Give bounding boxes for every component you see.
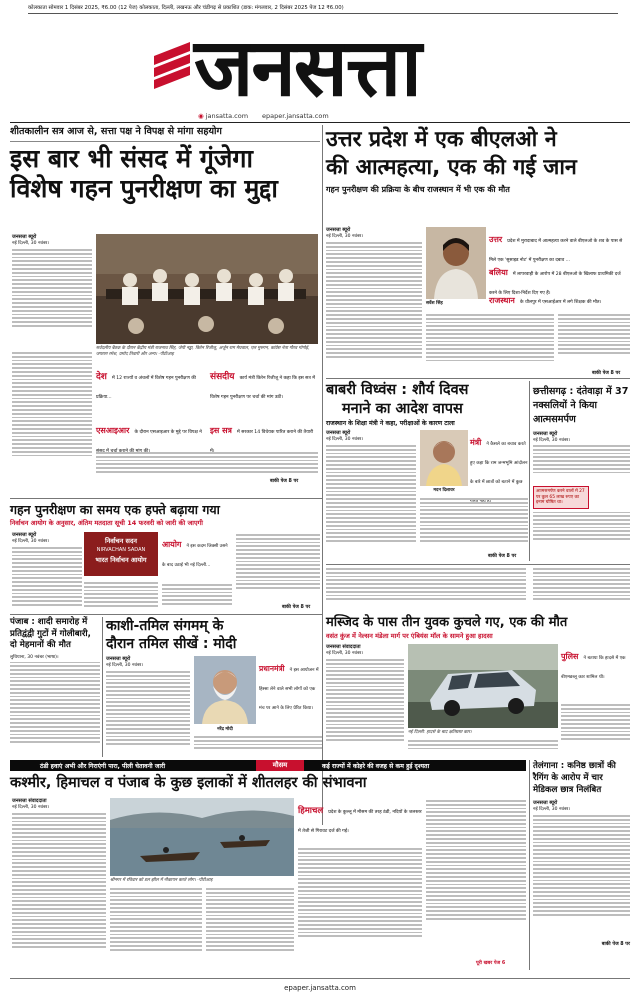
right-byline-block [326,227,422,384]
blo-portrait-photo [426,227,486,299]
issatra-label: इस सत्र [210,426,232,435]
globe-icon: ◉ [198,112,204,120]
masjid-body-col1 [326,659,404,761]
telangana-body [533,815,630,941]
desh-label: देश [96,372,107,382]
lead-body-continued [12,350,92,478]
ayog-text: ने इस कदम जिक्सी उसने के बाद उठाई भी नई दिल्ली... [162,544,228,568]
desh-block [96,364,206,414]
pm-text: ने इस आयोजन में हिस्सा लेने वाले सभी लोगों को एक मंच पर आने के लिए प्रेरित किया। [259,668,319,711]
crash-photo-caption: नई दिल्ली: हादसे के बाद क्षतिग्रस्त कार। [408,730,472,735]
election-body-col1 [12,547,82,621]
ayog-label: आयोग [162,540,182,549]
babri-byline: जनसत्ता ब्यूरो [326,430,351,436]
dantewada-highlight-box [533,486,589,509]
babri-body-col1 [326,445,416,567]
babri-subhead: राजस्थान के शिक्षा मंत्री ने कहा, परीक्षाओं के कारण टाला [326,420,455,427]
sansad-block [210,364,318,414]
mausam-dateline: नई दिल्ली, 30 नवंबर। [12,805,50,810]
telangana-headline[interactable]: तेलंगाना : कनिष्ठ छात्रों की रैगिंग के आरोप में चार मेडिकल छात्र निलंबित [533,761,616,795]
lead-headline-1[interactable]: इस बार भी संसद में गूंजेगा [10,144,253,173]
sir-label: एसआइआर [96,426,130,435]
sansad-text: कार्य मंत्री किरेन रिजीजू ने कहा कि इस सत्र में विशेष गहन पुनरीक्षण पर चर्चा की मांग उठी। [210,376,315,400]
masjid-headline[interactable]: मस्जिद के पास तीन युवक कुचले गए, एक की मौत [326,615,568,630]
sansad-label: संसदीय [210,372,235,382]
right-mid-rule [326,378,630,379]
mausam-right-strap: कई राज्यों में कोहरे की वजह से कम हुई दृश्यता [322,763,430,770]
site-url-text: jansatta.com [205,112,249,120]
footer-url[interactable]: epaper.jansatta.com [284,984,356,992]
babri-body-col3 [326,566,526,610]
babri-divider [529,381,530,561]
footer-rule [10,978,630,979]
right-headline-2[interactable]: की आत्महत्या, एक की गई जान [326,155,577,180]
lead-byline-block [12,234,92,345]
right-subhead: गहन पुनरीक्षण की प्रक्रिया के बीच राजस्थान में भी एक की मौत [326,185,510,194]
right-body-col1 [326,242,422,384]
rajasthan-label: राजस्थान [489,296,515,305]
masjid-rule [326,564,630,565]
election-kicker[interactable]: गहन पुनरीक्षण का समय एक हफ्ते बढ़ाया गया [10,502,220,517]
epaper-url[interactable]: epaper.jansatta.com [262,112,329,120]
babri-continued[interactable]: बाकी पेज 8 पर [488,554,517,559]
right-byline: जनसत्ता ब्यूरो [326,227,351,233]
babri-headline-2[interactable]: मनाने का आदेश वापस [342,401,463,417]
kashi-story [106,617,322,653]
modi-photo-caption: नरेंद्र मोदी [217,727,233,732]
election-byline-block [12,532,82,621]
mausam-label[interactable]: मौसम [256,760,304,771]
lead-continued[interactable]: बाकी पेज 8 पर [270,479,299,484]
right-lead [326,126,630,196]
dantewada-box-text: आत्मसमर्पण करने वालों में 27 पर कुल 65 लाख रुपए का इनाम घोषित था। [536,489,585,505]
lead-kicker: शीतकालीन सत्र आज से, सत्ता पक्ष ने विपक्ष से मांगा सहयोग [10,126,222,137]
mantri-text: ने कैसले का बचाव करते हुए कहा कि राम जन्मभूमि आंदोलन के बारे में छात्रों को बताने में कुछ [470,442,528,485]
logo-stripes-icon [150,38,194,98]
dantewada-story [533,385,630,552]
column-divider [322,125,323,825]
dantewada-headline[interactable]: छत्तीसगढ़ : दंतेवाड़ा में 37 नक्सलियों ने किया आत्मसमर्पण [533,386,629,425]
mausam-byline-block [12,798,106,983]
right-body-col2 [426,312,554,374]
mausam-body-col3 [206,886,294,968]
babri-story [326,381,526,428]
sign-line-3: भारत निर्वाचन आयोग [95,556,147,564]
lead-byline: जनसत्ता ब्यूरो [12,234,37,240]
sign-line-1: निर्वाचन सदन [104,537,138,545]
modi-portrait-photo [194,656,256,724]
election-story [10,501,322,528]
sir-block [96,418,206,448]
babri-dateline: नई दिल्ली, 30 नवंबर। [326,437,364,442]
masthead-bottom-rule [10,122,630,123]
himachal-label: हिमाचल [298,806,324,816]
dantewada-byline: जनसत्ता ब्यूरो [533,431,558,437]
masjid-story [326,614,630,641]
uttar-text: प्रदेश में मुरादाबाद में आत्महत्या करने वाले बीएलओ के शव के पास से मिले एक 'सुसाइड नोट' में पुनरीक्षण का दबाव ... [489,239,623,263]
police-block [561,644,630,700]
punjab-dateline: लुधियाना, 30 नवंबर (भाषा)। [10,654,59,660]
right-continued[interactable]: बाकी पेज 8 पर [592,371,621,376]
right-body-col3 [558,312,630,366]
babri-body-col2 [420,496,528,552]
punjab-divider [102,617,103,757]
mantri-label: मंत्री [470,438,482,447]
dantewada-body-3 [533,566,630,610]
masjid-byline: जनसत्ता संवाददाता [326,644,361,650]
telangana-story [533,760,630,947]
dantewada-body-2 [533,512,630,552]
rajasthan-text: के धौलपुर में एसआईआर में लगे शिक्षक की मौत। [519,300,602,305]
mausam-page-ref[interactable]: पूरी खबर पेज 6 [476,961,506,966]
crash-car-photo [408,644,558,728]
election-body-col3 [162,582,232,612]
telangana-divider [529,760,530,970]
election-dateline: नई दिल्ली, 30 नवंबर। [12,539,50,544]
uttar-label: उत्तर [489,235,503,244]
ayog-block [162,532,232,580]
site-url[interactable] [198,112,248,120]
punjab-rule [10,614,322,615]
pm-block [259,656,321,720]
rajasthan-block [489,288,630,312]
election-body-col2 [84,580,158,612]
uttar-block [489,227,630,263]
kashi-body-col1 [106,671,190,763]
kashi-byline: जनसत्ता ब्यूरो [106,656,131,662]
punjab-headline[interactable]: पंजाब : शादी समारोह में प्रतिद्वंद्वी गुटों में गोलीबारी, दो मेहमानों की मौत [10,617,91,650]
mantri-block [470,430,528,488]
telangana-byline: जनसत्ता ब्यूरो [533,800,558,806]
mausam-body-col5 [426,798,526,958]
minister-photo-caption: मदन दिलावर [433,488,455,493]
election-byline: जनसत्ता ब्यूरो [12,532,37,538]
masthead-underline [28,13,618,14]
police-label: पुलिस [561,652,579,661]
police-text: ने बताया कि हादसे में एक बीएमडब्लू कार शामिल थी। [561,656,626,680]
issatra-block [210,418,318,448]
lead-dateline: नई दिल्ली, 30 नवंबर। [12,241,50,246]
dantewada-body-1 [533,445,630,483]
mausam-body-col4 [298,846,422,966]
mausam-body-col2 [110,886,202,968]
pm-label: प्रधानमंत्री [259,664,285,673]
masjid-body-col2 [408,738,558,754]
himachal-text: प्रदेश के कुल्लू में मौसम की तरह ठंडी, नदियों के जलस्तर में तेजी से गिरावट दर्ज की गई। [298,810,422,834]
mausam-body-col1 [12,813,106,983]
issatra-text: में सरकार 14 विधेयक पारित कराने की तैयारी [237,430,314,435]
right-headline-1[interactable]: उत्तर प्रदेश में एक बीएलओ ने [326,127,557,152]
ballia-block [489,260,630,296]
dal-lake-photo [110,798,294,876]
lead-body-text [12,249,92,345]
ballia-text: में लापरवाही के आरोप में 28 बीएलओ के खिलाफ प्राथमिकी दर्ज करने के लिए दिशा-निर्देश दिए गए हैं। [489,272,621,296]
kashi-headline-2[interactable]: दौरान तमिल सीखें : मोदी [106,636,237,652]
punjab-body [10,662,100,764]
kashi-body-col2 [194,734,322,756]
election-subhead: निर्वाचन आयोग के अनुसार, अंतिम मतदाता सूची 14 फरवरी को जारी की जाएगी [10,519,203,527]
minister-portrait-photo [420,430,468,486]
telangana-continued[interactable]: बाकी पेज 8 पर [601,942,630,947]
election-rule-top [10,498,322,499]
babri-headline-1[interactable]: बाबरी विध्वंस : शौर्य दिवस [326,382,469,398]
parliament-meeting-photo [96,234,318,344]
telangana-dateline: नई दिल्ली, 30 नवंबर। [533,807,571,812]
election-body-col4 [236,532,320,604]
masthead-title[interactable]: जनसत्ता [194,21,420,114]
sir-text: के दौरान एसआइआर के मुद्दे पर विपक्ष ने [134,430,202,435]
punjab-story [10,617,100,764]
babri-byline-block [326,430,416,567]
blo-photo-caption: सर्वेश सिंह [426,301,443,306]
election-commission-photo [84,532,158,576]
mausam-byline: जनसत्ता संवाददाता [12,798,47,804]
lead-photo-caption: सर्वदलीय बैठक के दौरान केंद्रीय मंत्री राजनाथ सिंह, जेपी नड्डा, किरेन रिजीजू, अर्जुन राम मेघवाल, एल मुरुगन, कांग्रेस नेता गौरव गोगोई, जयराम रमेश, प्रमोद तिवारी और अन्य। -पीटीआइ [96,346,310,357]
dal-lake-caption: श्रीनगर में रविवार को डल झील में नौकायन करते लोग। -पीटीआइ [110,878,213,883]
dantewada-dateline: नई दिल्ली, 30 नवंबर। [533,438,571,443]
mausam-headline[interactable]: कश्मीर, हिमाचल व पंजाब के कुछ इलाकों में शीतलहर की संभावना [10,774,367,791]
masjid-byline-block [326,644,404,761]
mausam-left-strap: ठंडी हवाएं अभी और गिराएंगी पारा, पीली चेतावनी जारी [40,763,166,770]
himachal-block [298,798,422,842]
lead-body-bottom [96,450,318,478]
election-continued[interactable]: बाकी पेज 8 पर [282,605,311,610]
masjid-body-col3 [561,702,630,750]
kashi-dateline: नई दिल्ली, 30 नवंबर। [106,663,144,668]
desh-text: में 12 राज्यों व अंचलों में विशेष गहन पुनरीक्षण की प्रक्रिया... [96,376,196,400]
kashi-headline-1[interactable]: काशी-तमिल संगमम् के [106,618,224,634]
masjid-dateline: नई दिल्ली, 30 नवंबर। [326,651,364,656]
logo-mark [150,38,194,98]
masjid-subhead: वसंत कुंज में नेल्सन मंडेला मार्ग पर एंबियंस मॉल के सामने हुआ हादसा [326,632,493,640]
right-dateline: नई दिल्ली, 30 नवंबर। [326,234,364,239]
sign-line-2: NIRVACHAN SADAN [96,547,146,553]
kashi-byline-block [106,656,190,763]
ballia-label: बलिया [489,268,508,277]
masthead-topline: कोलकाता सोमवार 1 दिसंबर 2025, ₹6.00 (12 पेज) कोलकाता, दिल्ली, लखनऊ और चंडीगढ़ से प्रकाशित (डाक: मंगलवार, 2 दिसंबर 2025 पेज 12 ₹6.00) [28,5,344,11]
lead-headline-2[interactable]: विशेष गहन पुनरीक्षण का मुद्दा [10,174,278,203]
